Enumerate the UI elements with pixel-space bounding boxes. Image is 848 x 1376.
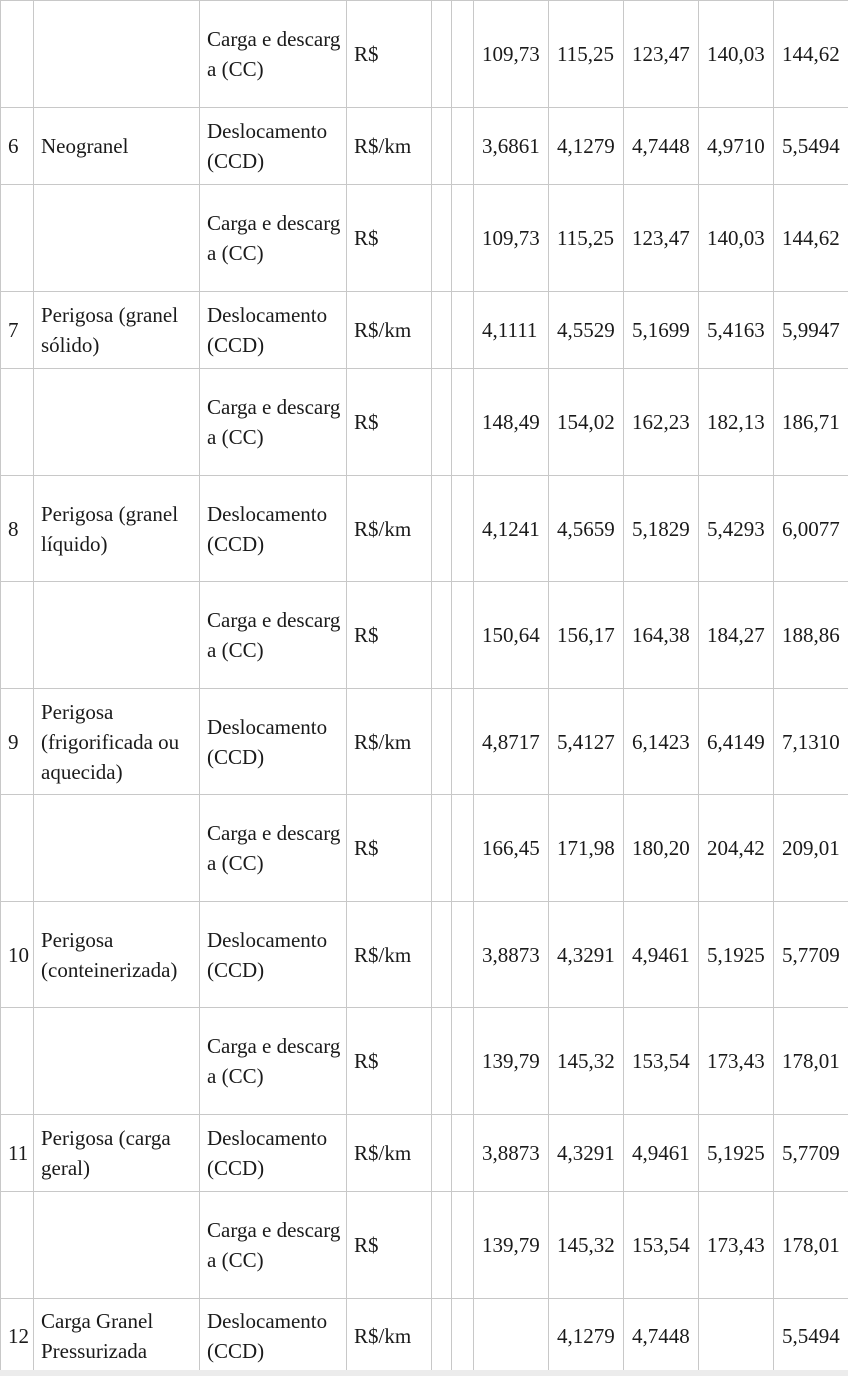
row-number-cell: 7 (1, 292, 34, 369)
rate-value-cell: 153,54 (624, 1192, 699, 1299)
table-row (1, 1115, 848, 1192)
rate-value-cell: 150,64 (474, 582, 549, 689)
table-row (1, 689, 848, 795)
rate-value-cell: 5,1829 (624, 476, 699, 582)
cost-component-cell: Deslocamento (CCD) (200, 108, 347, 185)
empty-narrow-cell (452, 582, 474, 689)
rate-value-cell: 156,17 (549, 582, 624, 689)
cargo-type-cell: Perigosa (carga geral) (34, 1115, 200, 1192)
unit-cell: R$ (347, 369, 432, 476)
empty-narrow-cell (432, 1115, 452, 1192)
rate-value-cell: 5,4293 (699, 476, 774, 582)
cargo-type-cell: Neogranel (34, 108, 200, 185)
unit-cell: R$ (347, 1192, 432, 1299)
table-row (1, 1008, 848, 1115)
rate-value-cell: 144,62 (774, 1, 848, 108)
rate-value-cell: 188,86 (774, 582, 848, 689)
rate-value-cell: 4,7448 (624, 108, 699, 185)
table-row (1, 185, 848, 292)
row-number-cell (1, 1, 34, 108)
empty-narrow-cell (432, 795, 452, 902)
row-number-cell (1, 1008, 34, 1115)
rate-value-cell: 5,5494 (774, 1299, 848, 1374)
table-row (1, 369, 848, 476)
rate-value-cell (699, 1299, 774, 1374)
rate-value-cell: 4,8717 (474, 689, 549, 795)
rate-value-cell: 6,1423 (624, 689, 699, 795)
empty-narrow-cell (452, 689, 474, 795)
cargo-type-cell (34, 1, 200, 108)
empty-narrow-cell (452, 795, 474, 902)
cost-component-cell: Deslocamento (CCD) (200, 476, 347, 582)
cargo-type-cell: Perigosa (conteinerizada) (34, 902, 200, 1008)
rate-value-cell: 178,01 (774, 1192, 848, 1299)
rate-value-cell: 4,9461 (624, 902, 699, 1008)
row-number-cell (1, 185, 34, 292)
empty-narrow-cell (432, 185, 452, 292)
table-row (1, 582, 848, 689)
table-row (1, 476, 848, 582)
rate-value-cell: 5,1925 (699, 1115, 774, 1192)
empty-narrow-cell (432, 902, 452, 1008)
row-number-cell: 12 (1, 1299, 34, 1374)
unit-cell: R$ (347, 1, 432, 108)
rate-value-cell: 180,20 (624, 795, 699, 902)
cargo-type-cell: Carga Granel Pressurizada (34, 1299, 200, 1374)
cargo-type-cell: Perigosa (frigorificada ou aquecida) (34, 689, 200, 795)
empty-narrow-cell (452, 1299, 474, 1374)
table-row (1, 795, 848, 902)
row-number-cell (1, 369, 34, 476)
cargo-type-cell (34, 1192, 200, 1299)
cost-component-cell: Deslocamento (CCD) (200, 1115, 347, 1192)
rate-value-cell: 5,1699 (624, 292, 699, 369)
rate-value-cell: 173,43 (699, 1192, 774, 1299)
cargo-type-cell (34, 582, 200, 689)
row-number-cell (1, 1192, 34, 1299)
rate-value-cell: 204,42 (699, 795, 774, 902)
empty-narrow-cell (432, 1299, 452, 1374)
rate-value-cell: 4,7448 (624, 1299, 699, 1374)
empty-narrow-cell (432, 292, 452, 369)
rate-value-cell: 139,79 (474, 1008, 549, 1115)
rate-value-cell: 139,79 (474, 1192, 549, 1299)
empty-narrow-cell (452, 476, 474, 582)
empty-narrow-cell (432, 476, 452, 582)
empty-narrow-cell (452, 1, 474, 108)
unit-cell: R$/km (347, 108, 432, 185)
rate-value-cell: 5,5494 (774, 108, 848, 185)
rate-value-cell: 4,9710 (699, 108, 774, 185)
rate-value-cell: 184,27 (699, 582, 774, 689)
rate-value-cell: 186,71 (774, 369, 848, 476)
rate-value-cell: 109,73 (474, 1, 549, 108)
rate-value-cell: 4,1241 (474, 476, 549, 582)
empty-narrow-cell (452, 1008, 474, 1115)
rate-value-cell: 5,1925 (699, 902, 774, 1008)
cost-component-cell: Carga e descarga (CC) (200, 369, 347, 476)
unit-cell: R$/km (347, 902, 432, 1008)
rate-value-cell: 3,8873 (474, 902, 549, 1008)
rate-value-cell: 148,49 (474, 369, 549, 476)
empty-narrow-cell (452, 1192, 474, 1299)
rate-value-cell: 4,3291 (549, 1115, 624, 1192)
cargo-type-cell (34, 185, 200, 292)
table-body (1, 1, 848, 1374)
empty-narrow-cell (432, 582, 452, 689)
table-row (1, 902, 848, 1008)
cost-component-cell: Deslocamento (CCD) (200, 902, 347, 1008)
rate-value-cell: 4,9461 (624, 1115, 699, 1192)
table-row (1, 1, 848, 108)
rate-value-cell: 209,01 (774, 795, 848, 902)
empty-narrow-cell (452, 1115, 474, 1192)
row-number-cell: 10 (1, 902, 34, 1008)
cost-component-cell: Deslocamento (CCD) (200, 1299, 347, 1374)
unit-cell: R$/km (347, 689, 432, 795)
rate-value-cell: 6,4149 (699, 689, 774, 795)
rate-value-cell: 109,73 (474, 185, 549, 292)
cost-component-cell: Carga e descarga (CC) (200, 1, 347, 108)
cost-component-cell: Deslocamento (CCD) (200, 689, 347, 795)
empty-narrow-cell (432, 1192, 452, 1299)
rate-value-cell: 4,5659 (549, 476, 624, 582)
rate-value-cell: 115,25 (549, 1, 624, 108)
empty-narrow-cell (452, 902, 474, 1008)
empty-narrow-cell (452, 369, 474, 476)
empty-narrow-cell (432, 689, 452, 795)
rate-value-cell: 140,03 (699, 185, 774, 292)
cost-component-cell: Carga e descarga (CC) (200, 185, 347, 292)
unit-cell: R$ (347, 795, 432, 902)
rate-value-cell: 164,38 (624, 582, 699, 689)
rate-value-cell: 7,1310 (774, 689, 848, 795)
cost-component-cell: Carga e descarga (CC) (200, 1008, 347, 1115)
rate-value-cell: 6,0077 (774, 476, 848, 582)
rate-value-cell: 123,47 (624, 1, 699, 108)
unit-cell: R$/km (347, 1115, 432, 1192)
row-number-cell: 8 (1, 476, 34, 582)
row-number-cell (1, 795, 34, 902)
rate-value-cell: 140,03 (699, 1, 774, 108)
empty-narrow-cell (452, 185, 474, 292)
rate-value-cell: 5,9947 (774, 292, 848, 369)
empty-narrow-cell (432, 108, 452, 185)
rate-value-cell: 5,7709 (774, 1115, 848, 1192)
rate-value-cell: 5,4127 (549, 689, 624, 795)
rate-value-cell: 154,02 (549, 369, 624, 476)
rate-value-cell: 123,47 (624, 185, 699, 292)
cargo-type-cell: Perigosa (granel líquido) (34, 476, 200, 582)
unit-cell: R$/km (347, 292, 432, 369)
rate-value-cell: 4,5529 (549, 292, 624, 369)
unit-cell: R$/km (347, 1299, 432, 1374)
rate-value-cell: 153,54 (624, 1008, 699, 1115)
row-number-cell: 9 (1, 689, 34, 795)
cost-component-cell: Carga e descarga (CC) (200, 582, 347, 689)
rate-value-cell: 4,1279 (549, 108, 624, 185)
rate-value-cell: 5,7709 (774, 902, 848, 1008)
empty-narrow-cell (452, 292, 474, 369)
cargo-type-cell (34, 795, 200, 902)
cargo-type-cell (34, 1008, 200, 1115)
table-row (1, 108, 848, 185)
bottom-edge-strip (0, 1370, 848, 1376)
rate-value-cell: 3,6861 (474, 108, 549, 185)
empty-narrow-cell (452, 108, 474, 185)
rate-value-cell: 5,4163 (699, 292, 774, 369)
rate-value-cell: 173,43 (699, 1008, 774, 1115)
rate-value-cell: 145,32 (549, 1008, 624, 1115)
unit-cell: R$ (347, 582, 432, 689)
table-row (1, 292, 848, 369)
cargo-type-cell: Perigosa (granel sólido) (34, 292, 200, 369)
table-row (1, 1192, 848, 1299)
rate-value-cell: 115,25 (549, 185, 624, 292)
rate-value-cell: 145,32 (549, 1192, 624, 1299)
row-number-cell: 11 (1, 1115, 34, 1192)
rate-value-cell: 4,3291 (549, 902, 624, 1008)
rate-value-cell (474, 1299, 549, 1374)
rate-value-cell: 162,23 (624, 369, 699, 476)
rate-value-cell: 166,45 (474, 795, 549, 902)
empty-narrow-cell (432, 1008, 452, 1115)
row-number-cell (1, 582, 34, 689)
unit-cell: R$/km (347, 476, 432, 582)
empty-narrow-cell (432, 369, 452, 476)
rate-value-cell: 178,01 (774, 1008, 848, 1115)
rate-value-cell: 4,1111 (474, 292, 549, 369)
unit-cell: R$ (347, 1008, 432, 1115)
rate-value-cell: 3,8873 (474, 1115, 549, 1192)
rate-value-cell: 182,13 (699, 369, 774, 476)
cargo-type-cell (34, 369, 200, 476)
unit-cell: R$ (347, 185, 432, 292)
table-row (1, 1299, 848, 1374)
rate-value-cell: 171,98 (549, 795, 624, 902)
cost-component-cell: Deslocamento (CCD) (200, 292, 347, 369)
cost-component-cell: Carga e descarga (CC) (200, 795, 347, 902)
row-number-cell: 6 (1, 108, 34, 185)
rate-value-cell: 144,62 (774, 185, 848, 292)
cost-component-cell: Carga e descarga (CC) (200, 1192, 347, 1299)
empty-narrow-cell (432, 1, 452, 108)
rate-value-cell: 4,1279 (549, 1299, 624, 1374)
